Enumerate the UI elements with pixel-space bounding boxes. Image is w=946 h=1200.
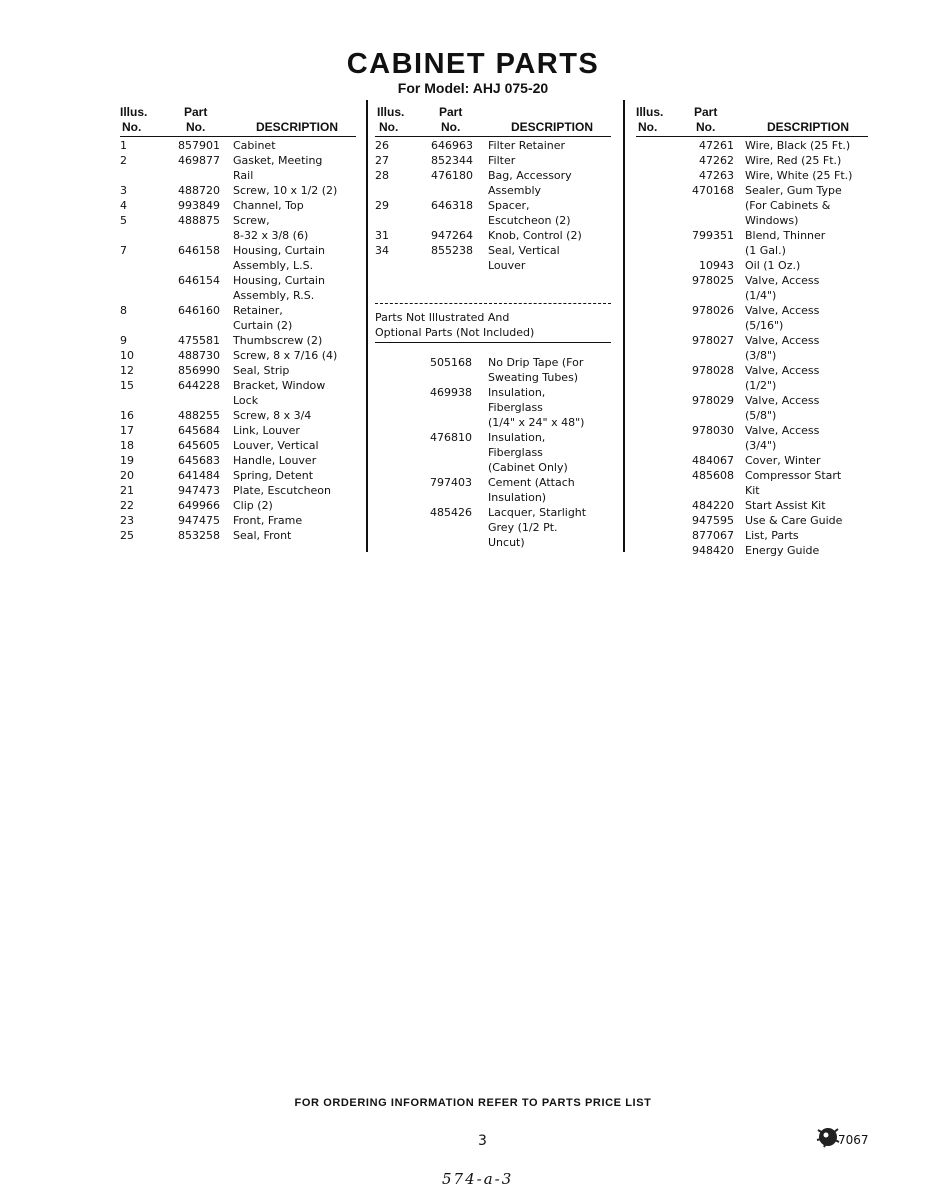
illus-number: 20 <box>120 469 134 482</box>
part-number: 476810 <box>430 431 472 444</box>
description-header: DESCRIPTION <box>256 120 339 134</box>
description-line: Plate, Escutcheon <box>233 484 332 497</box>
part-header-line1: Part <box>439 105 463 119</box>
description-line: Housing, Curtain <box>233 244 325 257</box>
part-row <box>636 138 868 153</box>
part-description <box>233 528 356 543</box>
part-row <box>120 498 356 513</box>
part-description <box>233 378 356 408</box>
part-description <box>745 273 868 303</box>
description-line: Compressor Start <box>745 469 842 482</box>
part-row <box>375 228 611 243</box>
description-line: (5/16") <box>745 319 784 332</box>
part-row <box>120 198 356 213</box>
description-line: Screw, 8 x 3/4 <box>233 409 312 422</box>
part-row <box>120 363 356 378</box>
part-description <box>233 498 356 513</box>
part-row <box>375 138 611 153</box>
description-line: Link, Louver <box>233 424 300 437</box>
ordering-info-note: FOR ORDERING INFORMATION REFER TO PARTS PRICE LIST <box>294 1097 652 1109</box>
part-number: 978026 <box>692 304 734 317</box>
part-description <box>488 355 611 385</box>
part-number: 855238 <box>431 244 473 257</box>
description-line: Seal, Front <box>233 529 292 542</box>
description-line: Spring, Detent <box>233 469 314 482</box>
part-number: 47261 <box>699 139 734 152</box>
part-number: 47263 <box>699 169 734 182</box>
part-row <box>636 498 868 513</box>
description-line: Front, Frame <box>233 514 303 527</box>
part-description <box>233 273 356 303</box>
description-line: Screw, <box>233 214 270 227</box>
illus-number: 9 <box>120 334 127 347</box>
part-row <box>636 273 868 303</box>
illus-number: 8 <box>120 304 127 317</box>
part-number: 649966 <box>178 499 220 512</box>
description-line: Seal, Strip <box>233 364 290 377</box>
description-line: Handle, Louver <box>233 454 317 467</box>
part-description <box>233 213 356 243</box>
part-number: 978029 <box>692 394 734 407</box>
description-line: Wire, Black (25 Ft.) <box>745 139 851 152</box>
part-row <box>636 363 868 393</box>
part-description <box>745 513 868 528</box>
illus-number: 12 <box>120 364 134 377</box>
part-description <box>233 333 356 348</box>
description-line: Curtain (2) <box>233 319 293 332</box>
description-line: Housing, Curtain <box>233 274 325 287</box>
part-description <box>488 430 611 475</box>
part-number: 641484 <box>178 469 220 482</box>
header-rule <box>120 136 356 137</box>
optional-parts-list <box>375 355 611 550</box>
part-row <box>636 468 868 498</box>
part-row <box>120 528 356 543</box>
part-row <box>120 378 356 408</box>
part-number: 797403 <box>430 476 472 489</box>
part-description <box>488 228 611 243</box>
dashed-separator <box>375 303 611 305</box>
description-line: (For Cabinets & <box>745 199 831 212</box>
part-number: 645683 <box>178 454 220 467</box>
part-number: 947473 <box>178 484 220 497</box>
description-line: Valve, Access <box>745 424 820 437</box>
description-line: Uncut) <box>488 536 525 549</box>
part-description <box>233 468 356 483</box>
part-number: 877067 <box>692 529 734 542</box>
part-header-line2: No. <box>441 120 461 134</box>
illus-number: 29 <box>375 199 389 212</box>
column-divider-2 <box>623 100 625 552</box>
illus-number: 17 <box>120 424 134 437</box>
description-line: Bracket, Window <box>233 379 326 392</box>
description-line: Blend, Thinner <box>745 229 826 242</box>
part-row <box>120 183 356 198</box>
part-row <box>636 183 868 228</box>
illus-number: 31 <box>375 229 389 242</box>
not-illustrated-heading-line2: Optional Parts (Not Included) <box>375 326 535 339</box>
part-number: 488730 <box>178 349 220 362</box>
part-number: 485426 <box>430 506 472 519</box>
part-description <box>745 153 868 168</box>
illus-number: 27 <box>375 154 389 167</box>
part-number: 856990 <box>178 364 220 377</box>
illus-number: 16 <box>120 409 134 422</box>
illus-number: 21 <box>120 484 134 497</box>
description-header: DESCRIPTION <box>767 120 850 134</box>
part-row <box>375 153 611 168</box>
part-description <box>233 363 356 378</box>
part-row <box>120 348 356 363</box>
part-description <box>745 228 868 258</box>
illus-number: 2 <box>120 154 127 167</box>
illus-number: 19 <box>120 454 134 467</box>
part-row <box>120 438 356 453</box>
description-line: Valve, Access <box>745 274 820 287</box>
parts-list <box>636 138 868 558</box>
part-description <box>488 475 611 505</box>
part-description <box>745 168 868 183</box>
description-line: Escutcheon (2) <box>488 214 571 227</box>
parts-column-2 <box>375 100 611 550</box>
part-number: 646158 <box>178 244 220 257</box>
illus-number: 28 <box>375 169 389 182</box>
description-line: Grey (1/2 Pt. <box>488 521 558 534</box>
description-line: Seal, Vertical <box>488 244 560 257</box>
illus-header-line2: No. <box>638 120 658 134</box>
description-line: Clip (2) <box>233 499 273 512</box>
description-line: Sweating Tubes) <box>488 371 579 384</box>
description-line: (3/4") <box>745 439 777 452</box>
part-row <box>120 468 356 483</box>
description-line: Bag, Accessory <box>488 169 572 182</box>
part-description <box>233 348 356 363</box>
illus-header-line1: Illus. <box>120 105 148 119</box>
header-rule <box>636 136 868 137</box>
part-row <box>636 423 868 453</box>
description-line: 8-32 x 3/8 (6) <box>233 229 309 242</box>
description-line: Valve, Access <box>745 394 820 407</box>
part-description <box>488 168 611 198</box>
part-description <box>233 408 356 423</box>
part-row <box>120 153 356 183</box>
part-number: 978025 <box>692 274 734 287</box>
part-row <box>120 273 356 303</box>
description-line: (3/8") <box>745 349 777 362</box>
illus-header-line2: No. <box>122 120 142 134</box>
description-line: Spacer, <box>488 199 530 212</box>
part-row <box>120 303 356 333</box>
part-description <box>233 483 356 498</box>
part-description <box>233 198 356 213</box>
part-number: 646154 <box>178 274 220 287</box>
part-number: 488875 <box>178 214 220 227</box>
part-row <box>375 355 611 385</box>
part-number: 948420 <box>692 544 734 557</box>
part-row <box>120 453 356 468</box>
illus-header-line2: No. <box>379 120 399 134</box>
part-row <box>636 393 868 423</box>
part-number: 947264 <box>431 229 473 242</box>
parts-list <box>120 138 356 543</box>
part-number: 469877 <box>178 154 220 167</box>
part-row <box>375 505 611 550</box>
description-line: Louver <box>488 259 526 272</box>
page-number: 3 <box>478 1133 487 1149</box>
part-description <box>488 153 611 168</box>
part-description <box>745 498 868 513</box>
part-description <box>488 243 611 273</box>
description-line: Assembly, R.S. <box>233 289 315 302</box>
part-header-line1: Part <box>184 105 208 119</box>
illus-number: 34 <box>375 244 389 257</box>
part-description <box>233 243 356 273</box>
description-header: DESCRIPTION <box>511 120 594 134</box>
part-row <box>375 430 611 475</box>
description-line: (1 Gal.) <box>745 244 786 257</box>
column-divider-1 <box>366 100 368 552</box>
not-illustrated-rule <box>375 342 611 343</box>
model-subtitle: For Model: AHJ 075-20 <box>397 80 549 96</box>
part-description <box>488 505 611 550</box>
illus-number: 5 <box>120 214 127 227</box>
part-row <box>636 528 868 543</box>
part-row <box>120 408 356 423</box>
description-line: Wire, White (25 Ft.) <box>745 169 853 182</box>
part-row <box>375 475 611 505</box>
parts-column-1 <box>120 100 356 543</box>
illus-header-line1: Illus. <box>377 105 405 119</box>
description-line: Knob, Control (2) <box>488 229 582 242</box>
part-number: 488720 <box>178 184 220 197</box>
illus-number: 4 <box>120 199 127 212</box>
part-row <box>636 303 868 333</box>
part-number: 799351 <box>692 229 734 242</box>
description-line: Screw, 10 x 1/2 (2) <box>233 184 338 197</box>
part-row <box>120 513 356 528</box>
part-number: 484220 <box>692 499 734 512</box>
not-illustrated-heading-line1: Parts Not Illustrated And <box>375 311 510 324</box>
description-line: Wire, Red (25 Ft.) <box>745 154 842 167</box>
part-header-line2: No. <box>186 120 206 134</box>
illus-number: 10 <box>120 349 134 362</box>
description-line: Screw, 8 x 7/16 (4) <box>233 349 338 362</box>
description-line: Fiberglass <box>488 401 543 414</box>
description-line: Kit <box>745 484 760 497</box>
part-number: 488255 <box>178 409 220 422</box>
part-number: 947475 <box>178 514 220 527</box>
part-number: 645684 <box>178 424 220 437</box>
illus-number: 22 <box>120 499 134 512</box>
description-line: Start Assist Kit <box>745 499 826 512</box>
part-row <box>636 228 868 258</box>
part-header-line1: Part <box>694 105 718 119</box>
part-number: 644228 <box>178 379 220 392</box>
header-rule <box>375 136 611 137</box>
description-line: (1/4" x 24" x 48") <box>488 416 585 429</box>
part-row <box>120 423 356 438</box>
part-number: 469938 <box>430 386 472 399</box>
part-description <box>745 543 868 558</box>
part-number: 852344 <box>431 154 473 167</box>
description-line: Lock <box>233 394 259 407</box>
illus-number: 7 <box>120 244 127 257</box>
part-number: 475581 <box>178 334 220 347</box>
description-line: (5/8") <box>745 409 777 422</box>
document-number: 7067 <box>838 1133 869 1147</box>
page-title: CABINET PARTS <box>346 48 600 80</box>
description-line: Channel, Top <box>233 199 304 212</box>
part-description <box>233 513 356 528</box>
part-row <box>636 153 868 168</box>
part-row <box>636 333 868 363</box>
illus-number: 18 <box>120 439 134 452</box>
part-number: 10943 <box>699 259 734 272</box>
part-description <box>233 153 356 183</box>
part-row <box>375 385 611 430</box>
illus-number: 23 <box>120 514 134 527</box>
part-description <box>233 138 356 153</box>
part-row <box>375 198 611 228</box>
part-number: 993849 <box>178 199 220 212</box>
parts-list <box>375 138 611 273</box>
part-description <box>233 183 356 198</box>
part-number: 978028 <box>692 364 734 377</box>
part-description <box>745 363 868 393</box>
illus-header-line1: Illus. <box>636 105 664 119</box>
part-number: 853258 <box>178 529 220 542</box>
description-line: Filter <box>488 154 516 167</box>
description-line: (1/4") <box>745 289 777 302</box>
part-row <box>375 168 611 198</box>
description-line: List, Parts <box>745 529 799 542</box>
description-line: Retainer, <box>233 304 283 317</box>
description-line: Use & Care Guide <box>745 514 843 527</box>
part-number: 646318 <box>431 199 473 212</box>
part-number: 47262 <box>699 154 734 167</box>
part-description <box>488 385 611 430</box>
description-line: Insulation) <box>488 491 547 504</box>
part-number: 645605 <box>178 439 220 452</box>
parts-column-3 <box>636 100 868 558</box>
description-line: Cover, Winter <box>745 454 821 467</box>
description-line: Valve, Access <box>745 364 820 377</box>
part-number: 484067 <box>692 454 734 467</box>
part-description <box>745 423 868 453</box>
part-description <box>233 438 356 453</box>
part-row <box>636 258 868 273</box>
part-row <box>120 138 356 153</box>
part-number: 978027 <box>692 334 734 347</box>
part-header-line2: No. <box>696 120 716 134</box>
illus-number: 26 <box>375 139 389 152</box>
part-description <box>745 138 868 153</box>
description-line: Cabinet <box>233 139 276 152</box>
description-line: Assembly <box>488 184 542 197</box>
part-row <box>120 483 356 498</box>
description-line: Valve, Access <box>745 304 820 317</box>
part-number: 476180 <box>431 169 473 182</box>
part-number: 947595 <box>692 514 734 527</box>
part-row <box>120 213 356 243</box>
description-line: Insulation, <box>488 386 546 399</box>
part-description <box>745 258 868 273</box>
description-line: (1/2") <box>745 379 777 392</box>
description-line: Insulation, <box>488 431 546 444</box>
description-line: No Drip Tape (For <box>488 356 584 369</box>
description-line: Sealer, Gum Type <box>745 184 842 197</box>
part-description <box>745 468 868 498</box>
part-description <box>745 393 868 423</box>
part-row <box>636 543 868 558</box>
column-header <box>375 100 611 138</box>
description-line: Rail <box>233 169 254 182</box>
part-description <box>745 303 868 333</box>
description-line: Lacquer, Starlight <box>488 506 587 519</box>
illus-number: 25 <box>120 529 134 542</box>
part-number: 505168 <box>430 356 472 369</box>
description-line: Filter Retainer <box>488 139 566 152</box>
part-description <box>745 333 868 363</box>
description-line: Gasket, Meeting <box>233 154 323 167</box>
part-description <box>233 423 356 438</box>
description-line: Windows) <box>745 214 799 227</box>
part-number: 978030 <box>692 424 734 437</box>
part-description <box>233 453 356 468</box>
description-line: Fiberglass <box>488 446 543 459</box>
part-row <box>120 333 356 348</box>
part-number: 485608 <box>692 469 734 482</box>
part-row <box>636 453 868 468</box>
description-line: Valve, Access <box>745 334 820 347</box>
description-line: Oil (1 Oz.) <box>745 259 801 272</box>
description-line: Assembly, L.S. <box>233 259 314 272</box>
description-line: Cement (Attach <box>488 476 575 489</box>
part-description <box>488 138 611 153</box>
illus-number: 15 <box>120 379 134 392</box>
description-line: Louver, Vertical <box>233 439 319 452</box>
handwritten-note: 574-a-3 <box>442 1170 514 1188</box>
part-description <box>233 303 356 333</box>
part-number: 470168 <box>692 184 734 197</box>
illus-number: 1 <box>120 139 127 152</box>
part-number: 857901 <box>178 139 220 152</box>
part-row <box>375 243 611 273</box>
part-description <box>745 528 868 543</box>
part-number: 646160 <box>178 304 220 317</box>
part-row <box>120 243 356 273</box>
part-number: 646963 <box>431 139 473 152</box>
part-description <box>488 198 611 228</box>
part-row <box>636 513 868 528</box>
column-header <box>120 100 356 138</box>
part-description <box>745 453 868 468</box>
column-header <box>636 100 868 138</box>
description-line: (Cabinet Only) <box>488 461 568 474</box>
description-line: Thumbscrew (2) <box>233 334 323 347</box>
part-row <box>636 168 868 183</box>
illus-number: 3 <box>120 184 127 197</box>
description-line: Energy Guide <box>745 544 820 557</box>
part-description <box>745 183 868 228</box>
